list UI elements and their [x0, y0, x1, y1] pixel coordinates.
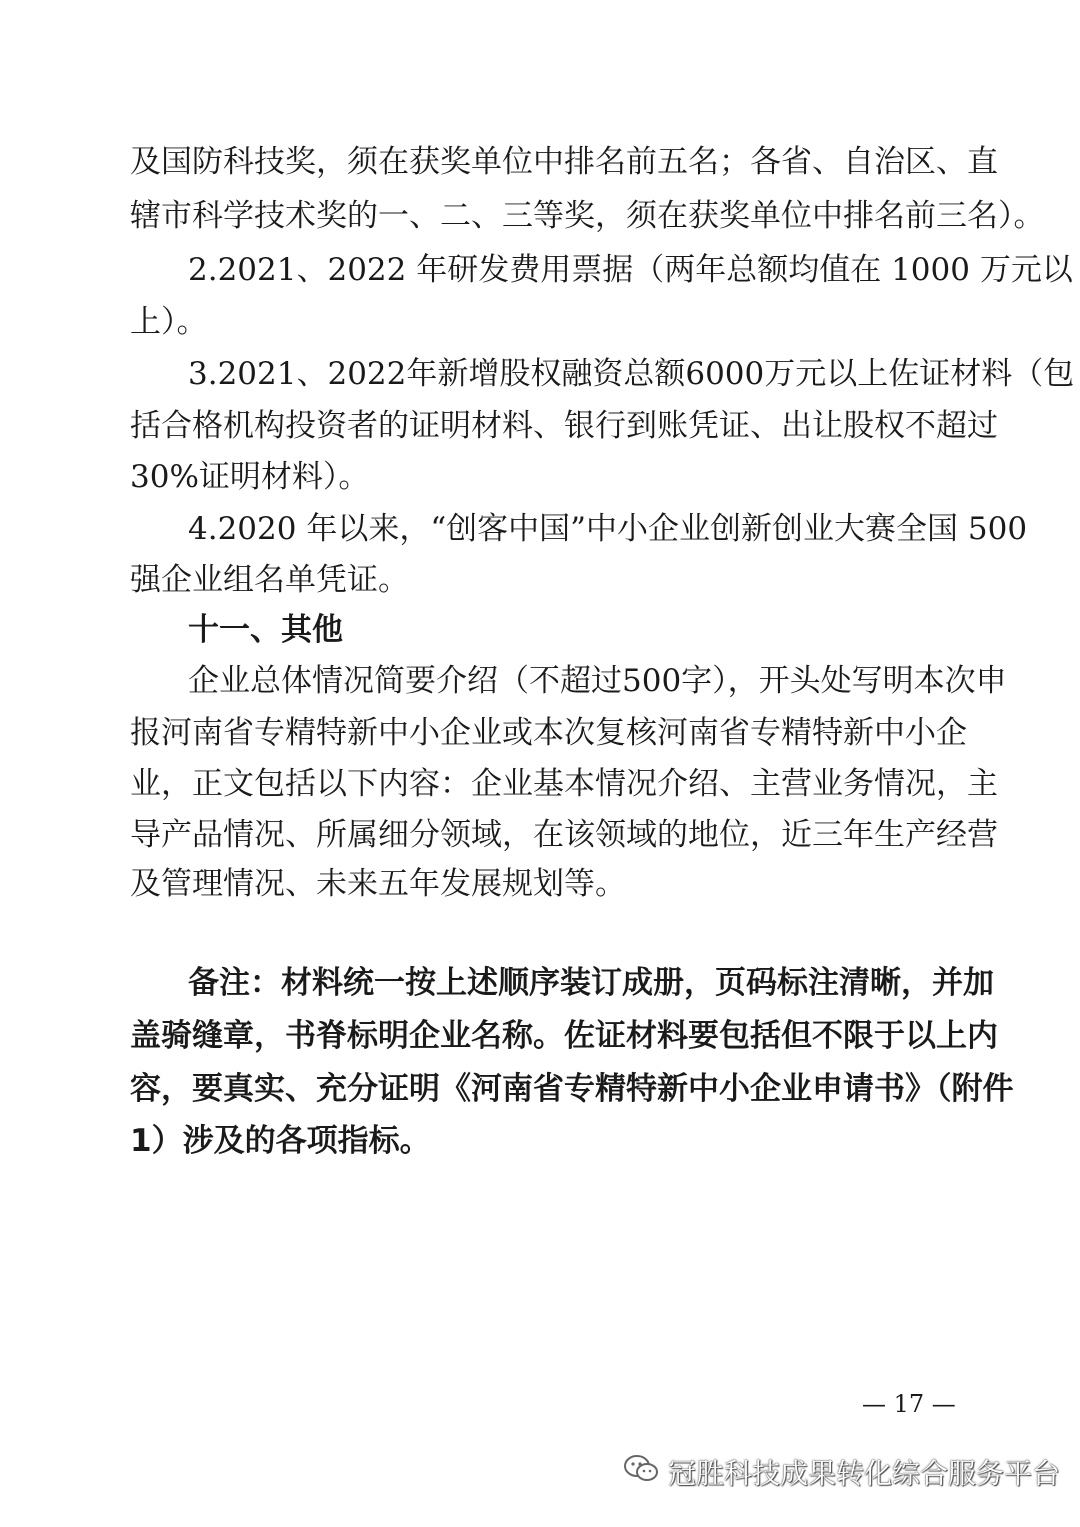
note-line: 1）涉及的各项指标。: [130, 1123, 431, 1159]
page-number: — 17 —: [862, 1390, 956, 1418]
body-line: 导产品情况、所属细分领域，在该领域的地位，近三年生产经营: [130, 817, 998, 853]
section-heading: 十一、其他: [188, 612, 343, 648]
note-line: 容，要真实、充分证明《河南省专精特新中小企业申请书》（附件: [130, 1071, 1014, 1107]
body-line: 括合格机构投资者的证明材料、银行到账凭证、出让股权不超过: [130, 408, 998, 444]
wechat-icon: [622, 1453, 660, 1492]
list-item-line: 3.2021、2022年新增股权融资总额6000万元以上佐证材料（包: [188, 356, 1075, 392]
watermark: [622, 1452, 1060, 1492]
body-line: 企业总体情况简要介绍（不超过500字），开头处写明本次申: [188, 663, 1007, 699]
body-line: 30%证明材料）。: [130, 459, 370, 495]
body-line: 及国防科技奖，须在获奖单位中排名前五名；各省、自治区、直: [130, 144, 998, 180]
body-line: 报河南省专精特新中小企业或本次复核河南省专精特新中小企: [130, 715, 967, 751]
body-line: 辖市科学技术奖的一、二、三等奖，须在获奖单位中排名前三名）。: [130, 198, 1045, 234]
note-line: 备注：材料统一按上述顺序装订成册，页码标注清晰，并加: [188, 965, 994, 1001]
body-line: 强企业组名单凭证。: [130, 562, 409, 598]
list-item-line: 2.2021、2022 年研发费用票据（两年总额均值在 1000 万元以: [188, 252, 1073, 288]
body-line: 及管理情况、未来五年发展规划等。: [130, 866, 626, 902]
body-line: 业，正文包括以下内容：企业基本情况介绍、主营业务情况，主: [130, 766, 998, 802]
watermark-text: 冠胜科技成果转化综合服务平台: [668, 1457, 1061, 1490]
note-line: 盖骑缝章，书脊标明企业名称。佐证材料要包括但不限于以上内: [130, 1018, 998, 1054]
body-line: 上）。: [130, 304, 208, 340]
list-item-line: 4.2020 年以来，“创客中国”中小企业创新创业大赛全国 500: [188, 511, 1028, 547]
